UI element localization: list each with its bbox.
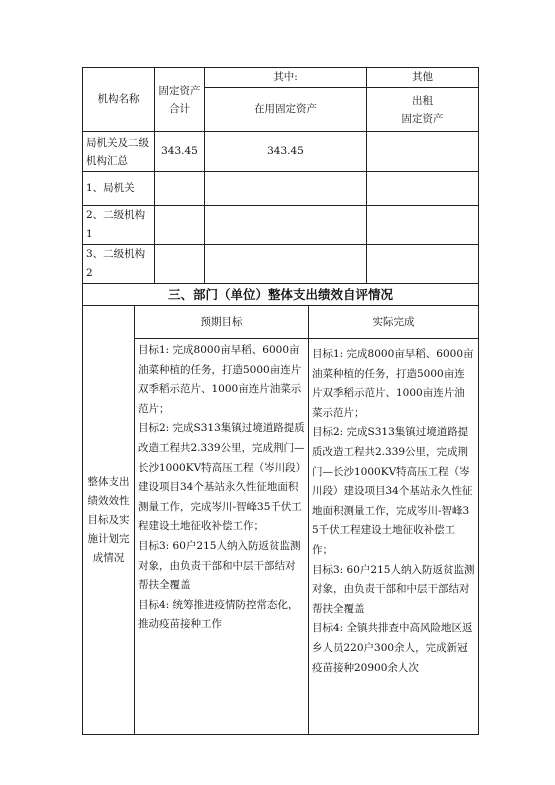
row-total: 343.45	[155, 132, 205, 172]
row-total	[155, 206, 205, 245]
expected-goal-header: 预期目标	[135, 306, 309, 339]
row-in-use	[205, 206, 367, 245]
asset-and-performance-table	[82, 67, 479, 735]
header-among: 其中:	[205, 68, 367, 88]
actual-result-4: 目标4: 全镇共排查中高风险地区返乡人员220户300余人，完成新冠疫苗接种20900余人次	[312, 622, 473, 674]
row-in-use: 343.45	[205, 132, 367, 172]
row-rented	[367, 132, 479, 172]
table-row	[83, 172, 479, 206]
expected-goal-1: 目标1: 完成8000亩早稻、6000亩油菜种植的任务，打造5000亩连片双季稻示范片、1000亩连片油菜示范片；	[138, 344, 302, 415]
row-rented	[367, 245, 479, 284]
row-org-name: 1、局机关	[83, 172, 155, 206]
row-org-name: 3、二级机构 2	[83, 245, 155, 284]
actual-result-3: 目标3: 60户215人纳入防返贫监测对象，由负责干部和中层干部结对帮扶全覆盖	[312, 563, 475, 615]
table-row	[83, 132, 479, 172]
row-rented	[367, 172, 479, 206]
expected-goal-2: 目标2: 完成S313集镇过境道路提质改造工程共2.339公里，完成荆门—长沙1000KV特高压工程（岑川段）建设项目34个基站永久性征地面积测量工作，完成岑川-智峰35千伏工程建设土地征收补偿工作；	[138, 422, 305, 533]
eval-row-label: 整体支出 绩效效性 目标及实 施计划完 成情况	[83, 306, 135, 735]
header-fixed-asset-total: 固定资产 合计	[155, 68, 205, 132]
table-row	[83, 206, 479, 245]
row-in-use	[205, 245, 367, 284]
expected-goal-4: 目标4: 统筹推进疫情防控常态化，推动疫苗接种工作	[138, 598, 299, 631]
row-org-name: 2、二级机构 1	[83, 206, 155, 245]
header-rented-assets: 出租 固定资产	[367, 88, 479, 132]
row-total	[155, 172, 205, 206]
row-org-name: 局机关及二级 机构汇总	[83, 132, 155, 172]
actual-result-1: 目标1: 完成8000亩早稻、6000亩油菜种植的任务，打造5000亩连片双季稻示范片、1000亩连片油菜示范片；	[312, 348, 474, 419]
section-title: 三、部门（单位）整体支出绩效自评情况	[83, 284, 479, 306]
row-rented	[367, 206, 479, 245]
header-other: 其他	[367, 68, 479, 88]
row-total	[155, 245, 205, 284]
actual-results-cell	[309, 339, 479, 735]
actual-completion-header: 实际完成	[309, 306, 479, 339]
expected-goal-3: 目标3: 60户215人纳入防返贫监测对象，由负责干部和中层干部结对帮扶全覆盖	[138, 539, 301, 592]
expected-goals-cell	[135, 339, 309, 735]
actual-result-2: 目标2: 完成S313集镇过境道路提质改造工程共2.339公里，完成荆门—长沙1000KV特高压工程（岑川段）建设项目34个基站永久性征地面积测量工作，完成岑川-智峰35千伏工程建设土地征收补偿工作；	[312, 426, 473, 556]
header-in-use-assets: 在用固定资产	[205, 88, 367, 132]
header-org-name: 机构名称	[83, 68, 155, 132]
row-in-use	[205, 172, 367, 206]
table-row	[83, 245, 479, 284]
